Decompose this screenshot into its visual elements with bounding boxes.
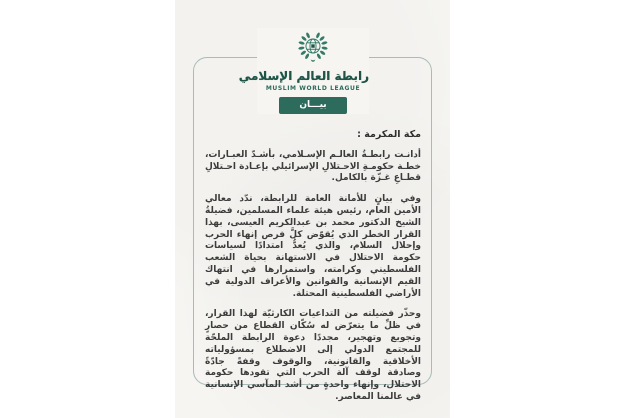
header-logo-block — [238, 28, 369, 114]
statement-banner: بيـــان — [279, 97, 347, 114]
statement-paragraph-2: وفي بيانٍ للأمانة العامة للرابطة، ندّد معالي الأمين العام، رئيس هيئة علماء المسلمين، فضيلةُ الشيخ الدكتور محمد بن عبدالكريم العيسى، بهذا القرار الخطر الذي يُقوّض كلَّ فرص إنهاء الحرب وإحلال السلام، والذي يُعدُّ امتدادًا لسياسات حكومة الاحتلال في الاستهانة بحياة الشعب الفلسطيني وكرامته، واستمرارها في انتهاك القيم الإنسانية والقوانين والأعراف الدولية في الأراضي الفلسطينية المحتلة. — [205, 194, 421, 299]
mwl-emblem-icon — [294, 28, 332, 66]
statement-paragraph-1: أدانـت رابطـةُ العالـم الإسـلامي، بأشـدّ العبـارات، خطـة حكومـةِ الاحـتلالِ الإسرائيلي بإعـادة احـتلالِ قطـاعِ غـزّة بالكامل. — [205, 149, 421, 184]
statement-paragraph-3: وحذّر فضيلته من التداعيات الكارثيّة لهذا القرار، في ظلِّ ما يتعرّض له سُكّان القطاع من حصارٍ وتجويع وتهجير، مجددًا دعوة الرابطة الملحّة للمجتمع الدولي إلى الاضطلاع بمسؤولياته الأخلاقية والقانونية، والوقوف وقفةً جادّةً وصادقة لوقف آلة الحرب التي تقودها حكومة الاحتلال، وإنهاء واحدةٍ من أشد المآسي الإنسانية في عالمنا المعاصر. — [205, 309, 421, 402]
location-heading: مكة المكرمة : — [357, 129, 421, 140]
statement-body — [205, 129, 421, 404]
org-name-english: MUSLIM WORLD LEAGUE — [265, 85, 361, 92]
org-name-arabic-calligraphy: رابطة العالم الإسلامي — [238, 69, 369, 83]
